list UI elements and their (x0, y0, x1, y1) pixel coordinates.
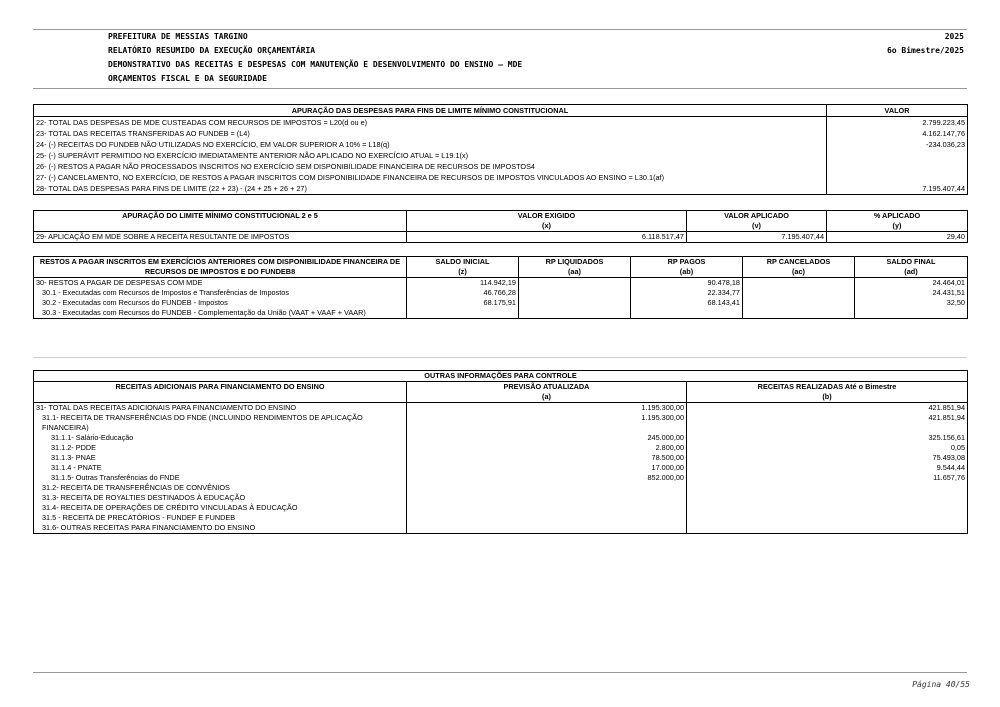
header-label: RP LIQUIDADOS (545, 257, 604, 266)
header-sub: (v) (752, 221, 761, 230)
table-row (34, 513, 968, 523)
realizadas (687, 503, 968, 513)
header-sub: (x) (542, 221, 551, 230)
header-line-4: ORÇAMENTOS FISCAL E DA SEGURIDADE (108, 74, 267, 83)
table-row (34, 493, 968, 503)
header-cell: VALOR (827, 105, 968, 117)
table-header-row (34, 382, 968, 403)
header-cell (827, 211, 968, 232)
row-label: 30.1 - Executadas com Recursos de Impostos e Transferências de Impostos (34, 288, 407, 298)
page-number: Página 40/55 (912, 680, 970, 689)
table-header-row (34, 105, 968, 117)
realizadas (687, 523, 968, 534)
table-row (34, 278, 968, 289)
table-row (34, 232, 968, 243)
header-cell (855, 257, 968, 278)
table-row (34, 453, 968, 463)
header-label: PREVISÃO ATUALIZADA (503, 382, 590, 391)
saldo-final: 24.464,01 (855, 278, 968, 289)
previsao: 78.500,00 (407, 453, 687, 463)
table-row (34, 403, 968, 414)
previsao (407, 493, 687, 503)
table-row (34, 473, 968, 483)
table-header-row (34, 257, 968, 278)
previsao: 1.195.300,00 (407, 403, 687, 414)
header-label: SALDO INICIAL (435, 257, 490, 266)
rp-liquidados (519, 278, 631, 289)
saldo-final: 32,50 (855, 298, 968, 308)
rp-pagos: 90.478,18 (631, 278, 743, 289)
header-label: RP PAGOS (667, 257, 706, 266)
header-label: SALDO FINAL (886, 257, 936, 266)
row-value: 4.162.147,76 (827, 128, 968, 139)
table-row (34, 161, 968, 172)
row-label: 31.6- OUTRAS RECEITAS PARA FINANCIAMENTO DO ENSINO (34, 523, 407, 534)
header-cell (407, 257, 519, 278)
header-label: VALOR APLICADO (724, 211, 789, 220)
rp-pagos (631, 308, 743, 319)
previsao: 852.000,00 (407, 473, 687, 483)
table-row (34, 128, 968, 139)
table-row (34, 483, 968, 493)
top-rule (33, 29, 967, 30)
row-value (827, 150, 968, 161)
rp-cancelados (743, 288, 855, 298)
table-row (34, 463, 968, 473)
footer-rule (33, 672, 967, 673)
table-header-row (34, 211, 968, 232)
row-label: 31.1- RECEITA DE TRANSFERÊNCIAS DO FNDE (INCLUINDO RENDIMENTOS DE APLICAÇÃO FINANCEIRA) (34, 413, 407, 433)
rp-liquidados (519, 308, 631, 319)
limite-minimo-table (33, 210, 968, 243)
row-label: 26- (-) RESTOS A PAGAR NÃO PROCESSADOS INSCRITOS NO EXERCÍCIO SEM DISPONIBILIDADE FINANCEIRA DE RECURSOS DE IMPOSTOS4 (34, 161, 827, 172)
row-label: 31- TOTAL DAS RECEITAS ADICIONAIS PARA FINANCIAMENTO DO ENSINO (34, 403, 407, 414)
realizadas (687, 483, 968, 493)
previsao: 17.000,00 (407, 463, 687, 473)
header-year: 2025 (944, 32, 964, 41)
realizadas: 9.544,44 (687, 463, 968, 473)
realizadas: 0,05 (687, 443, 968, 453)
rp-cancelados (743, 308, 855, 319)
table-row (34, 503, 968, 513)
previsao: 245.000,00 (407, 433, 687, 443)
header-sub: (aa) (568, 267, 581, 276)
outras-informacoes-table (33, 370, 968, 534)
header-sub: (ac) (792, 267, 805, 276)
header-cell: APURAÇÃO DO LIMITE MÍNIMO CONSTITUCIONAL 2 e 5 (34, 211, 407, 232)
row-label: 30- RESTOS A PAGAR DE DESPESAS COM MDE (34, 278, 407, 289)
table-title-row (34, 371, 968, 382)
row-label: 27- (-) CANCELAMENTO, NO EXERCÍCIO, DE RESTOS A PAGAR INSCRITOS COM DISPONIBILIDADE FINANCEIRA DE RECURSOS DE IMPOSTOS VINCULADOS AO ENSINO = L30.1(af) (34, 172, 827, 183)
saldo-inicial (407, 308, 519, 319)
table-row (34, 443, 968, 453)
table-row (34, 298, 968, 308)
row-label: 30.2 - Executadas com Recursos do FUNDEB - Impostos (34, 298, 407, 308)
realizadas (687, 493, 968, 503)
realizadas: 11.657,76 (687, 473, 968, 483)
previsao (407, 513, 687, 523)
table-row (34, 523, 968, 534)
saldo-inicial: 68.175,91 (407, 298, 519, 308)
saldo-inicial: 114.942,19 (407, 278, 519, 289)
rp-liquidados (519, 298, 631, 308)
table-row (34, 308, 968, 319)
rp-pagos: 22.334,77 (631, 288, 743, 298)
row-label: 31.3- RECEITA DE ROYALTIES DESTINADOS À EDUCAÇÃO (34, 493, 407, 503)
realizadas: 421.851,94 (687, 413, 968, 433)
header-sub: (a) (542, 392, 551, 401)
header-cell (407, 211, 687, 232)
header-label: VALOR EXIGIDO (517, 211, 576, 220)
header-sub: (ad) (904, 267, 918, 276)
row-label: 31.1.1- Salário-Educação (34, 433, 407, 443)
table-row (34, 150, 968, 161)
header-cell (687, 382, 968, 403)
table-row (34, 139, 968, 150)
previsao: 1.195.300,00 (407, 413, 687, 433)
restos-a-pagar-table (33, 256, 968, 319)
previsao (407, 483, 687, 493)
header-period: 6o Bimestre/2025 (886, 46, 964, 55)
previsao (407, 523, 687, 534)
row-label: 31.4- RECEITA DE OPERAÇÕES DE CRÉDITO VINCULADAS À EDUCAÇÃO (34, 503, 407, 513)
header-cell (407, 382, 687, 403)
row-label: 31.2- RECEITA DE TRANSFERÊNCIAS DE CONVÊNIOS (34, 483, 407, 493)
header-cell (631, 257, 743, 278)
rp-pagos: 68.143,41 (631, 298, 743, 308)
table-row (34, 288, 968, 298)
row-value (827, 161, 968, 172)
header-label: RECEITAS REALIZADAS Até o Bimestre (757, 382, 897, 391)
header-rule (33, 88, 967, 89)
header-label: % APLICADO (873, 211, 921, 220)
header-cell: RECEITAS ADICIONAIS PARA FINANCIAMENTO DO ENSINO (34, 382, 407, 403)
row-value: 2.799.223,45 (827, 117, 968, 129)
header-line-3: DEMONSTRATIVO DAS RECEITAS E DESPESAS COM MANUTENÇÃO E DESENVOLVIMENTO DO ENSINO – MDE (108, 60, 523, 69)
row-label: 23- TOTAL DAS RECEITAS TRANSFERIDAS AO FUNDEB = (L4) (34, 128, 827, 139)
row-label: 29- APLICAÇÃO EM MDE SOBRE A RECEITA RESULTANTE DE IMPOSTOS (34, 232, 407, 243)
row-label: 25- (-) SUPERÁVIT PERMITIDO NO EXERCÍCIO IMEDIATAMENTE ANTERIOR NÃO APLICADO NO EXERCÍCIO ATUAL = L19.1(x) (34, 150, 827, 161)
header-sub: (z) (458, 267, 467, 276)
rp-cancelados (743, 278, 855, 289)
row-label: 31.1.4 - PNATE (34, 463, 407, 473)
row-label: 31.1.5- Outras Transferências do FNDE (34, 473, 407, 483)
row-label: 31.5 - RECEITA DE PRECATÓRIOS - FUNDEF E FUNDEB (34, 513, 407, 523)
header-line-2: RELATÓRIO RESUMIDO DA EXECUÇÃO ORÇAMENTÁRIA (108, 46, 316, 55)
previsao (407, 503, 687, 513)
saldo-final: 24.431,51 (855, 288, 968, 298)
despesas-limite-table (33, 104, 968, 195)
header-cell (743, 257, 855, 278)
rp-liquidados (519, 288, 631, 298)
header-cell: APURAÇÃO DAS DESPESAS PARA FINS DE LIMITE MÍNIMO CONSTITUCIONAL (34, 105, 827, 117)
row-label: 31.1.2- PDDE (34, 443, 407, 453)
header-line-1: PREFEITURA DE MESSIAS TARGINO (108, 32, 248, 41)
realizadas (687, 513, 968, 523)
saldo-final (855, 308, 968, 319)
header-cell (687, 211, 827, 232)
row-value: -234.036,23 (827, 139, 968, 150)
row-label: 30.3 - Executadas com Recursos do FUNDEB - Complementação da União (VAAT + VAAF + VAAR) (34, 308, 407, 319)
table-row (34, 433, 968, 443)
table-row (34, 117, 968, 129)
row-value (827, 172, 968, 183)
rp-cancelados (743, 298, 855, 308)
valor-aplicado: 7.195.407,44 (687, 232, 827, 243)
header-label: RP CANCELADOS (766, 257, 831, 266)
realizadas: 325.156,61 (687, 433, 968, 443)
previsao: 2.800,00 (407, 443, 687, 453)
percent-aplicado: 29,40 (827, 232, 968, 243)
valor-exigido: 6.118.517,47 (407, 232, 687, 243)
header-sub: (b) (822, 392, 832, 401)
row-label: 24- (-) RECEITAS DO FUNDEB NÃO UTILIZADAS NO EXERCÍCIO, EM VALOR SUPERIOR A 10% = L18(q) (34, 139, 827, 150)
row-label: 22- TOTAL DAS DESPESAS DE MDE CUSTEADAS COM RECURSOS DE IMPOSTOS = L20(d ou e) (34, 117, 827, 129)
header-cell (519, 257, 631, 278)
row-label: 31.1.3- PNAE (34, 453, 407, 463)
table-row (34, 183, 968, 195)
row-value: 7.195.407,44 (827, 183, 968, 195)
table-row (34, 172, 968, 183)
saldo-inicial: 46.766,28 (407, 288, 519, 298)
row-label: 28- TOTAL DAS DESPESAS PARA FINS DE LIMITE (22 + 23) - (24 + 25 + 26 + 27) (34, 183, 827, 195)
header-sub: (ab) (679, 267, 694, 276)
section-rule (33, 357, 967, 358)
realizadas: 75.493,08 (687, 453, 968, 463)
table-title: OUTRAS INFORMAÇÕES PARA CONTROLE (34, 371, 968, 382)
table-row (34, 413, 968, 433)
header-sub: (y) (892, 221, 902, 230)
header-cell: RESTOS A PAGAR INSCRITOS EM EXERCÍCIOS ANTERIORES COM DISPONIBILIDADE FINANCEIRA DE RECURSOS DE IMPOSTOS E DO FUNDEB8 (34, 257, 407, 278)
realizadas: 421.851,94 (687, 403, 968, 414)
